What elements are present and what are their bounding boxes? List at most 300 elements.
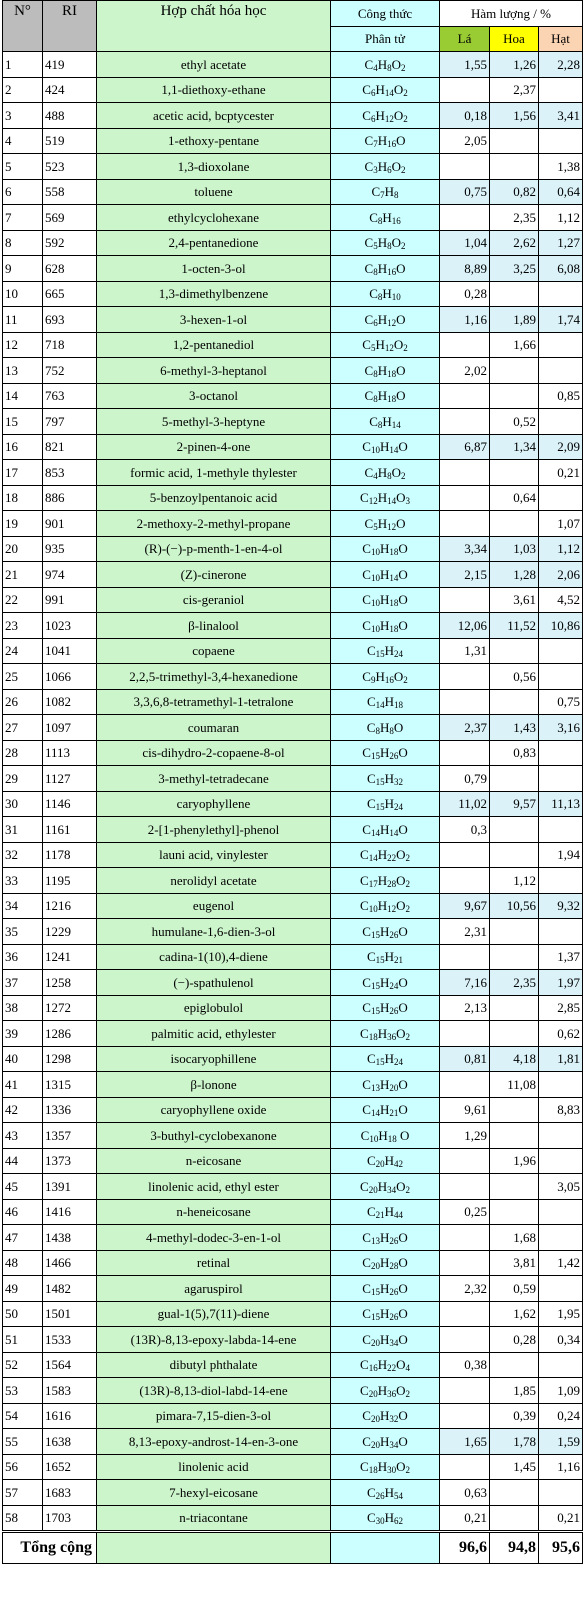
content-hat: [539, 1148, 583, 1174]
table-row: [3, 205, 583, 231]
table-row: [3, 613, 583, 639]
formula-element: H: [377, 464, 388, 480]
formula-element: H: [384, 1051, 395, 1067]
formula-subscript: 26: [389, 1006, 399, 1017]
content-hoa: 1,45: [490, 1454, 539, 1480]
formula-element: H: [378, 1127, 388, 1143]
molecular-formula: [331, 740, 440, 766]
formula-element: C: [360, 1178, 369, 1194]
content-hoa: 3,61: [490, 587, 539, 613]
compound-name: humulane-1,6-dien-3-ol: [97, 919, 331, 945]
table-row: [3, 332, 583, 358]
formula-subscript: 20: [389, 1082, 399, 1093]
formula-element: H: [379, 821, 390, 837]
compound-name: nerolidyl acetate: [97, 868, 331, 894]
content-hat: 0,64: [539, 179, 583, 205]
table-body: [3, 52, 583, 1532]
retention-index: 853: [43, 460, 97, 486]
compound-name: ethylcyclohexane: [97, 205, 331, 231]
content-la: 1,29: [440, 1123, 490, 1149]
formula-subscript: 6: [387, 164, 392, 175]
retention-index: 1113: [43, 740, 97, 766]
formula-element: C: [360, 490, 369, 506]
formula-element: H: [377, 1459, 388, 1475]
content-hoa: 2,35: [490, 205, 539, 231]
formula-element: C: [364, 260, 374, 276]
retention-index: 1501: [43, 1301, 97, 1327]
formula-element: C: [364, 235, 374, 251]
formula-subscript: 12: [384, 343, 394, 354]
formula-subscript: 2: [405, 904, 410, 915]
retention-index: 821: [43, 434, 97, 460]
content-hoa: 1,68: [490, 1225, 539, 1251]
content-hat: 11,13: [539, 791, 583, 817]
retention-index: 991: [43, 587, 97, 613]
content-hoa: [490, 638, 539, 664]
formula-element: C: [369, 413, 378, 429]
formula-element: C: [360, 1127, 370, 1143]
content-la: [440, 1072, 490, 1098]
formula-element: H: [379, 1255, 390, 1271]
row-number: 53: [3, 1378, 43, 1404]
row-number: 57: [3, 1480, 43, 1506]
formula-element: C: [371, 184, 381, 200]
formula-element: H: [375, 82, 385, 98]
molecular-formula: [331, 1199, 440, 1225]
compound-name: 3,3,6,8-tetramethyl-1-tetralone: [97, 689, 331, 715]
content-hat: [539, 281, 583, 307]
formula-subscript: 10: [368, 904, 378, 915]
content-la: 2,13: [440, 995, 490, 1021]
molecular-formula: [331, 1301, 440, 1327]
formula-element: C: [360, 872, 369, 888]
formula-element: O: [396, 490, 406, 506]
formula-subscript: 2: [405, 1031, 410, 1042]
formula-element: C: [366, 1051, 376, 1067]
retention-index: 1229: [43, 919, 97, 945]
molecular-formula: [331, 1480, 440, 1506]
table-row: [3, 230, 583, 256]
molecular-formula: [331, 205, 440, 231]
formula-subscript: 10: [370, 572, 380, 583]
retention-index: 1683: [43, 1480, 97, 1506]
compound-name: n-triacontane: [97, 1505, 331, 1532]
content-hat: [539, 1352, 583, 1378]
formula-element: C: [360, 847, 369, 863]
formula-subscript: 8: [377, 292, 383, 303]
content-la: [440, 587, 490, 613]
formula-element: H: [384, 796, 395, 812]
formula-element: C: [362, 821, 371, 837]
formula-subscript: 16: [387, 266, 397, 277]
formula-element: H: [377, 515, 388, 531]
formula-element: O: [398, 1076, 408, 1092]
total-label: Tổng cộng: [3, 1532, 97, 1564]
formula-element: O: [398, 1000, 408, 1016]
retention-index: 419: [43, 52, 97, 78]
formula-subscript: 26: [389, 929, 399, 940]
content-hat: [539, 1276, 583, 1302]
formula-subscript: 5: [370, 343, 376, 354]
content-hoa: [490, 383, 539, 409]
formula-element: O: [393, 337, 404, 353]
retention-index: 628: [43, 256, 97, 282]
row-number: 27: [3, 715, 43, 741]
content-la: 2,05: [440, 128, 490, 154]
formula-subscript: 18: [387, 1133, 397, 1144]
formula-element: H: [384, 770, 395, 786]
content-hoa: 2,62: [490, 230, 539, 256]
table-row: [3, 1480, 583, 1506]
formula-subscript: 14: [375, 700, 385, 711]
formula-subscript: 34: [387, 1184, 397, 1195]
formula-subscript: 16: [387, 139, 397, 150]
retention-index: 1195: [43, 868, 97, 894]
formula-subscript: 30: [375, 1516, 385, 1527]
row-number: 47: [3, 1225, 43, 1251]
content-hoa: 10,56: [490, 893, 539, 919]
content-hoa: 0,52: [490, 409, 539, 435]
table-row: [3, 128, 583, 154]
table-row: [3, 1097, 583, 1123]
content-la: 1,16: [440, 307, 490, 333]
content-hat: [539, 332, 583, 358]
content-la: [440, 1021, 490, 1047]
content-hat: [539, 1123, 583, 1149]
content-la: [440, 664, 490, 690]
formula-subscript: 36: [387, 1031, 397, 1042]
formula-element: O: [396, 260, 406, 276]
content-hoa: 1,12: [490, 868, 539, 894]
content-hat: 1,27: [539, 230, 583, 256]
table-row: [3, 893, 583, 919]
content-hoa: 1,03: [490, 536, 539, 562]
content-la: [440, 154, 490, 180]
content-hat: 1,74: [539, 307, 583, 333]
content-hoa: 0,59: [490, 1276, 539, 1302]
formula-subscript: 4: [405, 1363, 410, 1374]
compound-name: palmitic acid, ethylester: [97, 1021, 331, 1047]
row-number: 29: [3, 766, 43, 792]
molecular-formula: [331, 944, 440, 970]
content-la: [440, 409, 490, 435]
row-number: 45: [3, 1174, 43, 1200]
content-hoa: [490, 1352, 539, 1378]
content-la: [440, 1250, 490, 1276]
formula-element: H: [375, 337, 385, 353]
content-la: 0,81: [440, 1046, 490, 1072]
retention-index: 665: [43, 281, 97, 307]
content-hoa: [490, 1505, 539, 1532]
header-formula-line1: Công thức: [331, 1, 440, 27]
formula-element: C: [362, 541, 371, 557]
formula-subscript: 28: [389, 1261, 399, 1272]
compound-name: 2,4-pentanedione: [97, 230, 331, 256]
content-hat: [539, 358, 583, 384]
retention-index: 1286: [43, 1021, 97, 1047]
formula-subscript: 22: [387, 1363, 397, 1374]
retention-index: 693: [43, 307, 97, 333]
formula-element: H: [377, 56, 388, 72]
compound-name: 1,1-diethoxy-ethane: [97, 77, 331, 103]
molecular-formula: [331, 1097, 440, 1123]
content-hat: 0,24: [539, 1403, 583, 1429]
formula-element: O: [393, 82, 404, 98]
molecular-formula: [331, 689, 440, 715]
retention-index: 1482: [43, 1276, 97, 1302]
row-number: 41: [3, 1072, 43, 1098]
formula-element: C: [362, 1000, 371, 1016]
content-hoa: [490, 154, 539, 180]
formula-element: H: [384, 643, 395, 659]
compound-name: (R)-(−)-p-menth-1-en-4-ol: [97, 536, 331, 562]
table-row: [3, 1403, 583, 1429]
formula-element: C: [362, 1229, 371, 1245]
content-hoa: 11,08: [490, 1072, 539, 1098]
formula-element: H: [377, 388, 388, 404]
compound-name: epiglobulol: [97, 995, 331, 1021]
table-row: [3, 995, 583, 1021]
formula-subscript: 21: [375, 1210, 385, 1221]
content-hat: [539, 128, 583, 154]
formula-element: C: [360, 1357, 369, 1373]
formula-element: C: [364, 515, 374, 531]
retention-index: 1066: [43, 664, 97, 690]
formula-element: O: [396, 847, 406, 863]
formula-element: H: [384, 1484, 395, 1500]
row-number: 22: [3, 587, 43, 613]
formula-subscript: 18: [368, 1031, 378, 1042]
compound-name: 1-ethoxy-pentane: [97, 128, 331, 154]
formula-subscript: 32: [389, 1414, 399, 1425]
formula-element: O: [398, 1229, 408, 1245]
formula-element: O: [398, 1408, 408, 1424]
content-la: [440, 1301, 490, 1327]
content-hat: 1,81: [539, 1046, 583, 1072]
formula-element: H: [379, 745, 390, 761]
compound-name: n-heneicosane: [97, 1199, 331, 1225]
compound-name: 4-methyl-dodec-3-en-1-ol: [97, 1225, 331, 1251]
content-la: [440, 1148, 490, 1174]
formula-element: C: [366, 1204, 376, 1220]
table-row: [3, 740, 583, 766]
retention-index: 558: [43, 179, 97, 205]
molecular-formula: [331, 638, 440, 664]
molecular-formula: [331, 970, 440, 996]
content-hoa: 4,18: [490, 1046, 539, 1072]
formula-element: H: [379, 617, 390, 633]
table-row: [3, 868, 583, 894]
table-row: [3, 919, 583, 945]
retention-index: 592: [43, 230, 97, 256]
formula-element: C: [364, 158, 374, 174]
compound-name: 7-hexyl-eicosane: [97, 1480, 331, 1506]
molecular-formula: [331, 1352, 440, 1378]
molecular-formula: [331, 1123, 440, 1149]
formula-element: O: [396, 872, 406, 888]
formula-element: H: [377, 235, 388, 251]
formula-element: C: [364, 388, 374, 404]
formula-element: O: [396, 133, 406, 149]
content-hat: [539, 77, 583, 103]
content-hat: 1,12: [539, 536, 583, 562]
formula-element: O: [398, 1433, 408, 1449]
retention-index: 1357: [43, 1123, 97, 1149]
formula-element: C: [362, 668, 371, 684]
table-row: [3, 638, 583, 664]
compound-name: dibutyl phthalate: [97, 1352, 331, 1378]
compound-name: 5-methyl-3-heptyne: [97, 409, 331, 435]
content-hat: 2,06: [539, 562, 583, 588]
formula-subscript: 18: [389, 598, 399, 609]
formula-subscript: 8: [387, 241, 392, 252]
content-hat: 0,85: [539, 383, 583, 409]
molecular-formula: [331, 1403, 440, 1429]
retention-index: 1241: [43, 944, 97, 970]
content-hoa: 0,56: [490, 664, 539, 690]
formula-element: H: [379, 566, 390, 582]
formula-element: O: [398, 1331, 408, 1347]
row-number: 37: [3, 970, 43, 996]
formula-element: H: [382, 209, 392, 225]
formula-subscript: 2: [400, 470, 406, 481]
formula-element: H: [379, 541, 390, 557]
row-number: 32: [3, 842, 43, 868]
content-la: 1,31: [440, 638, 490, 664]
compound-name: linolenic acid, ethyl ester: [97, 1174, 331, 1200]
content-hoa: 11,52: [490, 613, 539, 639]
formula-element: H: [377, 1025, 388, 1041]
content-la: [440, 1327, 490, 1353]
retention-index: 1616: [43, 1403, 97, 1429]
table-row: [3, 536, 583, 562]
formula-element: C: [362, 974, 371, 990]
molecular-formula: [331, 281, 440, 307]
compound-name: 2-methoxy-2-methyl-propane: [97, 511, 331, 537]
content-hat: 0,21: [539, 460, 583, 486]
formula-subscript: 17: [368, 878, 378, 889]
content-hat: 3,16: [539, 715, 583, 741]
total-hoa: 94,8: [490, 1532, 539, 1564]
formula-element: H: [377, 490, 388, 506]
formula-subscript: 14: [387, 496, 397, 507]
formula-subscript: 14: [384, 88, 394, 99]
row-number: 4: [3, 128, 43, 154]
formula-subscript: 14: [389, 827, 399, 838]
content-hoa: [490, 128, 539, 154]
content-la: [440, 740, 490, 766]
formula-subscript: 14: [368, 853, 378, 864]
formula-subscript: 2: [403, 674, 408, 685]
row-number: 16: [3, 434, 43, 460]
table-row: [3, 970, 583, 996]
table-row: [3, 944, 583, 970]
formula-subscript: 15: [370, 1006, 380, 1017]
formula-element: O: [398, 617, 408, 633]
content-hat: 0,34: [539, 1327, 583, 1353]
content-hoa: [490, 842, 539, 868]
table-row: [3, 460, 583, 486]
formula-subscript: 44: [394, 1210, 404, 1221]
table-row: [3, 689, 583, 715]
formula-element: O: [396, 898, 406, 914]
compound-name: (−)-spathulenol: [97, 970, 331, 996]
retention-index: 1315: [43, 1072, 97, 1098]
molecular-formula: [331, 893, 440, 919]
formula-subscript: 2: [400, 164, 406, 175]
content-hoa: 0,82: [490, 179, 539, 205]
molecular-formula: [331, 103, 440, 129]
row-number: 52: [3, 1352, 43, 1378]
table-row: [3, 1454, 583, 1480]
header-ri: RI: [43, 1, 97, 52]
molecular-formula: [331, 179, 440, 205]
table-row: [3, 52, 583, 78]
content-la: 9,61: [440, 1097, 490, 1123]
content-hat: 1,12: [539, 205, 583, 231]
header-compound: Hợp chất hóa học: [97, 1, 331, 52]
formula-subscript: 12: [387, 521, 397, 532]
formula-element: H: [379, 974, 390, 990]
compound-name: formic acid, 1-methyle thylester: [97, 460, 331, 486]
content-hoa: [490, 1123, 539, 1149]
molecular-formula: [331, 562, 440, 588]
molecular-formula: [331, 868, 440, 894]
formula-element: C: [364, 362, 374, 378]
formula-subscript: 20: [370, 1414, 380, 1425]
formula-element: O: [398, 541, 408, 557]
table-row: [3, 1174, 583, 1200]
formula-subscript: 18: [387, 368, 397, 379]
content-hoa: 0,28: [490, 1327, 539, 1353]
formula-subscript: 15: [370, 929, 380, 940]
formula-subscript: 26: [389, 1312, 399, 1323]
total-spacer-formula: [331, 1532, 440, 1564]
formula-element: C: [362, 1306, 371, 1322]
table-row: [3, 715, 583, 741]
table-row: [3, 1429, 583, 1455]
formula-element: H: [379, 1076, 390, 1092]
formula-element: O: [396, 1357, 406, 1373]
table-row: [3, 1301, 583, 1327]
retention-index: 763: [43, 383, 97, 409]
content-hat: [539, 1225, 583, 1251]
formula-subscript: 14: [391, 419, 401, 430]
content-la: 7,16: [440, 970, 490, 996]
content-la: 0,18: [440, 103, 490, 129]
retention-index: 1564: [43, 1352, 97, 1378]
formula-element: O: [396, 1382, 406, 1398]
row-number: 9: [3, 256, 43, 282]
retention-index: 1258: [43, 970, 97, 996]
content-la: 12,06: [440, 613, 490, 639]
row-number: 36: [3, 944, 43, 970]
compound-name: isocaryophillene: [97, 1046, 331, 1072]
content-hat: 0,21: [539, 1505, 583, 1532]
formula-subscript: 62: [394, 1516, 404, 1527]
molecular-formula: [331, 511, 440, 537]
content-la: [440, 1378, 490, 1404]
row-number: 13: [3, 358, 43, 384]
row-number: 17: [3, 460, 43, 486]
row-number: 34: [3, 893, 43, 919]
retention-index: 1082: [43, 689, 97, 715]
content-la: 11,02: [440, 791, 490, 817]
retention-index: 1703: [43, 1505, 97, 1532]
formula-subscript: 21: [394, 955, 404, 966]
formula-element: C: [364, 133, 374, 149]
compound-name: (Z)-cinerone: [97, 562, 331, 588]
